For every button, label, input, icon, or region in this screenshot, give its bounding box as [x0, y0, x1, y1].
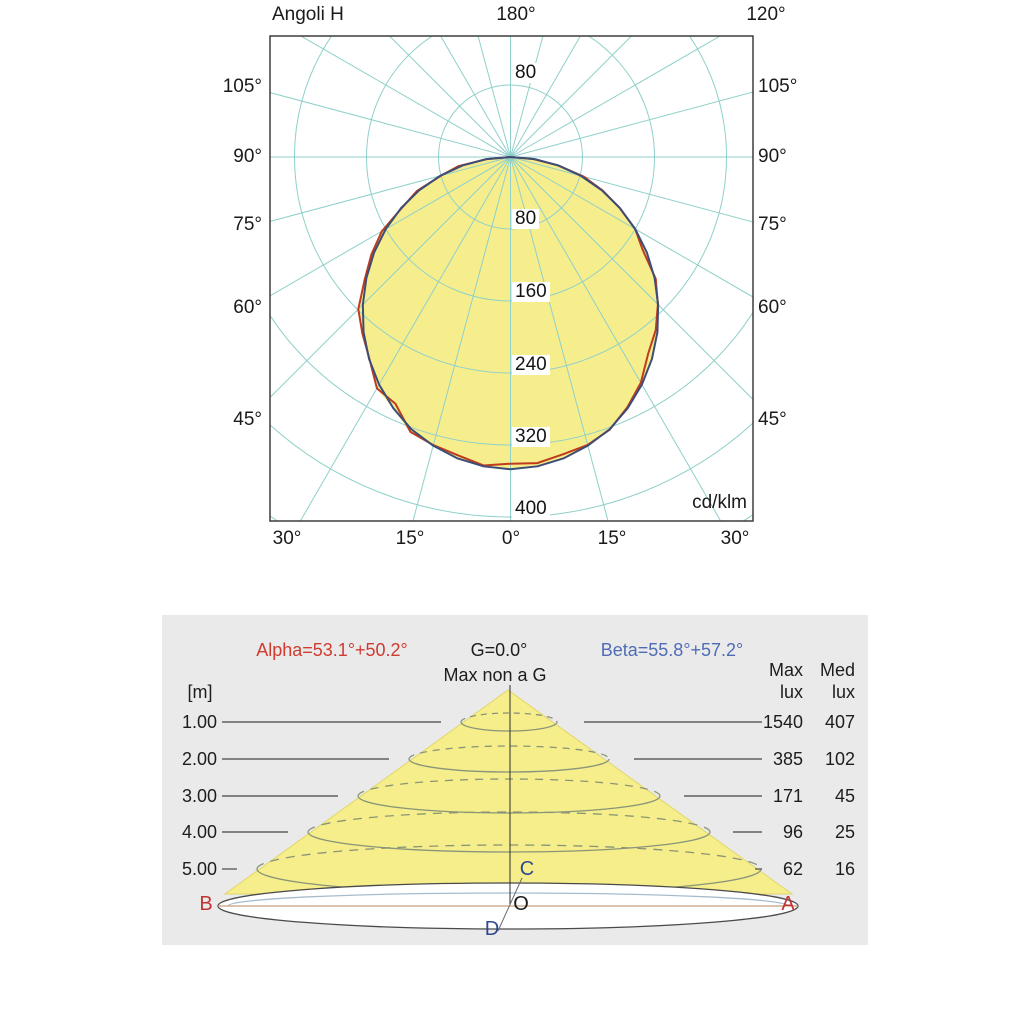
- point-a-label: A: [781, 893, 795, 915]
- max-col-header: Max: [768, 660, 803, 680]
- polar-left-label-90: 90°: [233, 146, 262, 167]
- polar-left-label-45: 45°: [233, 409, 262, 430]
- ring-label-160: 160: [512, 282, 550, 302]
- point-o-label: O: [513, 893, 529, 915]
- polar-right-label-75: 75°: [758, 214, 787, 235]
- max-lux-value-4: 96: [782, 822, 803, 842]
- light-cone-shape: [225, 690, 792, 894]
- polar-right-label-105: 105°: [758, 76, 798, 97]
- point-b-label: B: [199, 893, 213, 915]
- ring-label-80-top: 80: [512, 63, 539, 83]
- alpha-angle-label: Alpha=53.1°+50.2°: [256, 640, 408, 660]
- max-note-label: Max non a G: [443, 665, 547, 685]
- med-lux-value-3: 45: [834, 786, 855, 806]
- meters-header: [m]: [187, 682, 213, 702]
- ring-label-240: 240: [512, 355, 550, 375]
- polar-label-120: 120°: [746, 4, 786, 25]
- depth-label-1: 1.00: [181, 712, 217, 732]
- polar-title: Angoli H: [272, 4, 344, 25]
- ring-label-320: 320: [512, 427, 550, 447]
- point-c-label: C: [519, 858, 535, 880]
- depth-label-5: 5.00: [181, 859, 217, 879]
- g-angle-label: G=0.0°: [470, 640, 528, 660]
- max-lux-value-5: 62: [782, 859, 803, 879]
- depth-label-3: 3.00: [181, 786, 217, 806]
- depth-label-4: 4.00: [181, 822, 217, 842]
- polar-left-label-105: 105°: [222, 76, 262, 97]
- med-col-unit: lux: [831, 682, 855, 702]
- polar-bottom-label-15l: 15°: [395, 528, 425, 549]
- med-lux-value-2: 102: [824, 749, 855, 769]
- polar-right-label-60: 60°: [758, 297, 787, 318]
- ring-label-400: 400: [512, 499, 550, 519]
- polar-left-label-60: 60°: [233, 297, 262, 318]
- polar-bottom-label-30l: 30°: [272, 528, 302, 549]
- polar-right-label-45: 45°: [758, 409, 787, 430]
- point-d-label: D: [484, 918, 500, 940]
- med-lux-value-4: 25: [834, 822, 855, 842]
- med-col-header: Med: [819, 660, 855, 680]
- ring-label-80: 80: [512, 209, 539, 229]
- polar-left-label-75: 75°: [233, 214, 262, 235]
- polar-bottom-label-15r: 15°: [597, 528, 627, 549]
- med-lux-value-1: 407: [824, 712, 855, 732]
- polar-unit-label: cd/klm: [692, 492, 747, 513]
- polar-bottom-label-0: 0°: [501, 528, 521, 549]
- beta-angle-label: Beta=55.8°+57.2°: [600, 640, 744, 660]
- polar-right-label-90: 90°: [758, 146, 787, 167]
- depth-label-2: 2.00: [181, 749, 217, 769]
- max-lux-value-2: 385: [772, 749, 803, 769]
- polar-bottom-label-30r: 30°: [720, 528, 750, 549]
- max-lux-value-3: 171: [772, 786, 803, 806]
- max-lux-value-1: 1540: [762, 712, 803, 732]
- med-lux-value-5: 16: [834, 859, 855, 879]
- polar-label-180: 180°: [496, 4, 536, 25]
- max-col-unit: lux: [779, 682, 803, 702]
